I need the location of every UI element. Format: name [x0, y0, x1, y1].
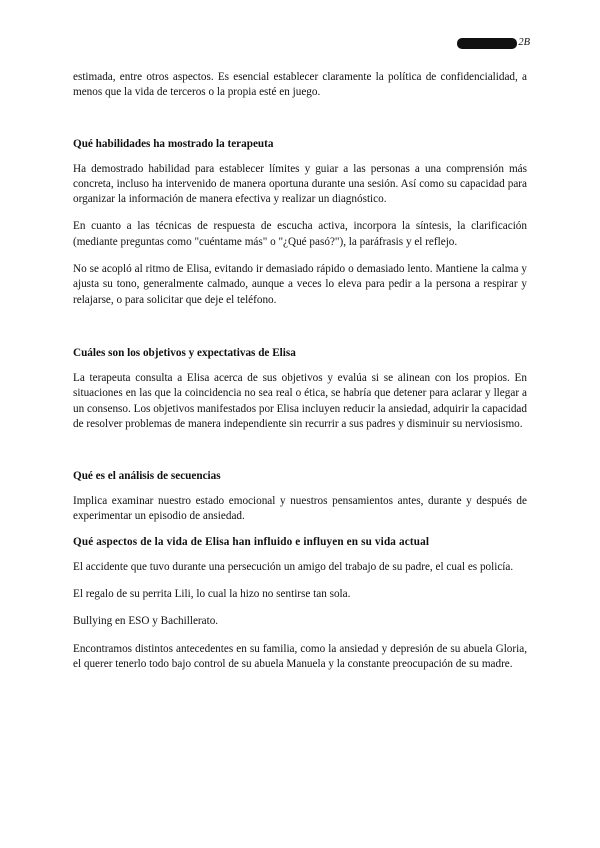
redacted-name-block — [457, 38, 517, 49]
goals-paragraph: La terapeuta consulta a Elisa acerca de sus objetivos y evalúa si se alinean con los propios. En situaciones en las que la coincidencia no sea real o ética, se habría que detener para aclarar y llegar a un consenso. Los objetivos manifestados por Elisa incluyen reducir la ansiedad, adquirir la capacidad de resolver problemas de manera independiente sin recurrir a sus padres y disminuir su nerviosismo. — [73, 371, 527, 430]
sequence-heading: Qué es el análisis de secuencias — [73, 470, 221, 483]
intro-paragraph: estimada, entre otros aspectos. Es esencial establecer claramente la política de confidencialidad, a menos que la vida de terceros o la propia esté en juego. — [73, 71, 527, 99]
document-body — [73, 70, 527, 672]
goals-heading: Cuáles son los objetivos y expectativas de Elisa — [73, 346, 296, 359]
skills-paragraph-3: No se acopló al ritmo de Elisa, evitando ir demasiado rápido o demasiado lento. Mantiene la calma y ajusta su tono, generalmente calmado, aunque a veces lo eleva para pedir a la persona a respirar y relajarse, o para solicitar que deje el teléfono. — [73, 263, 527, 306]
skills-paragraph-2: En cuanto a las técnicas de respuesta de escucha activa, incorpora la síntesis, la clarificación (mediante preguntas como "cuéntame más" o "¿Qué pasó?"), la paráfrasis y el reflejo. — [73, 220, 527, 248]
page-header — [457, 36, 530, 50]
life-heading: Qué aspectos de la vida de Elisa han influido e influyen en su vida actual — [73, 535, 430, 548]
skills-heading: Qué habilidades ha mostrado la terapeuta — [73, 137, 274, 150]
page-label: 2B — [518, 37, 530, 48]
life-paragraph-3: Bullying en ESO y Bachillerato. — [73, 615, 219, 628]
sequence-paragraph: Implica examinar nuestro estado emocional y nuestros pensamientos antes, durante y después de experimentar un episodio de ansiedad. — [73, 495, 527, 523]
life-paragraph-2: El regalo de su perrita Lili, lo cual la hizo no sentirse tan sola. — [73, 588, 351, 601]
skills-paragraph-1: Ha demostrado habilidad para establecer límites y guiar a las personas a una comprensión más concreta, incluso ha intervenido de manera oportuna durante una sesión. Así como su capacidad para organizar la información de manera efectiva y realizar un diagnóstico. — [73, 162, 527, 206]
life-paragraph-4: Encontramos distintos antecedentes en su familia, como la ansiedad y depresión de su abuela Gloria, el querer tenerlo todo bajo control de su abuela Manuela y la constante preocupación de su madre. — [73, 642, 527, 670]
life-paragraph-1: El accidente que tuvo durante una persecución un amigo del trabajo de su padre, el cual es policía. — [73, 560, 514, 573]
